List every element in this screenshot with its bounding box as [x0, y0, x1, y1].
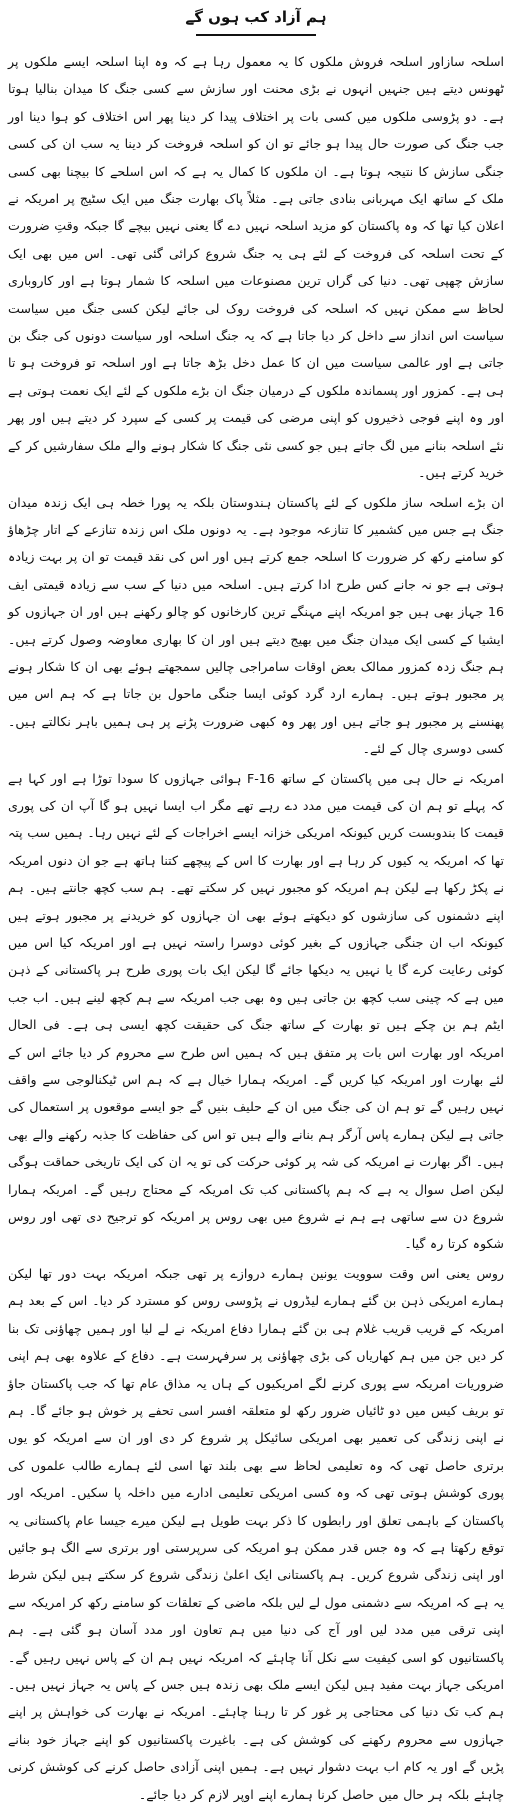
paragraph-3: امریکہ نے حال ہی میں پاکستان کے ساتھ F-16 ہوائی جہازوں کا سودا توڑا ہے اور کہا ہے کہ پہلے تو ہم ان کی قیمت میں مدد دے رہے تھے مگر اب ایسا نہیں ہو گا آپ ان کی پوری قیمت کا بندوبست کریں کیونکہ امریکی خزانہ ایسے اخراجات کے لئے نہیں رہا۔ ہمیں سب پتہ تھا کہ امریکہ یہ کیوں کر رہا ہے اور بھارت کا اس کے پیچھے کتنا ہاتھ ہے جو ان دنوں امریکہ نے پکڑ رکھا ہے لیکن ہم امریکہ کو مجبور نہیں کر سکتے تھے۔ ہم سب کچھ جانتے ہیں۔ ہم اپنے دشمنوں کی سازشوں کو دیکھتے ہوئے بھی ان جہازوں کو خریدنے پر مجبور ہوتے ہیں کیونکہ اب ان جنگی جہازوں کے بغیر کوئی دوسرا راستہ نہیں ہے اور امریکہ کیا اس میں کوئی رعایت کرے گا یا نہیں یہ دیکھا جائے گا لیکن ایک بات پوری طرح ہر پاکستانی کے ذہن میں ہے کہ چینی سب کچھ بن جاتی ہیں وہ بھی جب امریکہ سے ہم کچھ لینے ہیں۔ اب جب ایٹم ہم بن چکے ہیں تو بھارت کے ساتھ جنگ کی حقیقت کچھ ایسی ہی ہے۔ فی الحال امریکہ اور بھارت اس بات پر متفق ہیں کہ ہمیں اس طرح سے محروم کر دیا جائے اس کے لئے بھارت اور امریکہ کیا کریں گے۔ امریکہ ہمارا خیال ہے کہ ہم اس ٹیکنالوجی سے واقف نہیں رہیں گے تو ہم ان کی جنگ میں ان کے حلیف بنیں گے جو ایسے موقعوں پر استعمال کی جاتی ہے لیکن ہمارے پاس آرگر ہم بنانے والے ہیں تو اس کی حفاظت کا جذبہ رکھنے والے بھی ہیں۔ اگر بھارت نے امریکہ کی شہ پر کوئی حرکت کی تو یہ ان کی ایک تاریخی حماقت ہوگی لیکن اصل سوال یہ ہے کہ ہم پاکستانی کب تک امریکہ کے محتاج رہیں گے۔ امریکہ ہمارا شروع دن سے ساتھی ہے ہم نے شروع میں بھی روس پر امریکہ کو ترجیح دی تھی اور روس شکوہ کرتا رہ گیا۔ — [8, 770, 504, 1252]
paragraph-2: ان بڑے اسلحہ ساز ملکوں کے لئے پاکستان ہندوستان بلکہ یہ پورا خطہ ہی ایک زندہ میدان جنگ ہے جس میں کشمیر کا تنازعہ موجود ہے۔ یہ دونوں ملک اس زندہ تنازعے کے اتار چڑھاؤ کو سامنے رکھ کر ضرورت کا اسلحہ جمع کرتے ہیں اور اس کی نقد قیمت تو ان پر بہت زیادہ ہوتی ہے جو نہ جانے کس طرح ادا کرتے ہیں۔ اسلحہ میں دنیا کے سب سے زیادہ قیمتی ایف 16 جہاز بھی ہیں جو امریکہ اپنے مہنگے ترین کارخانوں کو چالو رکھنے ہیں اور ان جہازوں کو ایشیا کے کسی ایک میدان جنگ میں بھیج دیتے ہیں اور ان کا بھاری معاوضہ وصول کرتے ہیں۔ ہم جنگ زدہ کمزور ممالک بعض اوقات سامراجی چالیں سمجھتے ہوئے بھی ان کا شکار ہونے پر مجبور ہوتے ہیں۔ ہمارے ارد گرد کوئی ایسا جنگی ماحول بن جاتا ہے کہ ہم اس میں پھنسنے پر مجبور ہو جاتے ہیں اور پھر وہ کبھی ضرورت پڑنے پر ہی ہمیں باہر نکالتے ہیں۔ کسی دوسری چال کے لئے۔ — [8, 494, 504, 757]
article-title: ہم آزاد کب ہوں گے — [185, 8, 327, 26]
title-underline — [196, 34, 316, 36]
paragraph-4: روس یعنی اس وقت سوویت یونین ہمارے دروازے پر تھی جبکہ امریکہ بہت دور تھا لیکن ہمارے امریکی ذہن بن گئے ہمارے لیڈروں نے پڑوسی روس کو مسترد کر دیا۔ اس کے بعد ہم امریکہ کے قریب قریب غلام ہی بن گئے ہمارا دفاع امریکہ نے لے لیا اور ہمیں چھاؤنی تک بنا کر دیں جن میں ہم کھاریاں کی بڑی چھاؤنی پر سرفہرست ہے۔ دفاع کے علاوہ بھی ہم اپنی ضروریات امریکہ سے پوری کرنے لگے امریکیوں کے ہاں یہ مذاق عام تھا کہ جب پاکستان جاؤ تو بریف کیس میں دو ٹائیاں ضرور رکھ لو متعلقہ افسر اسی تحفے پر خوش ہو جائے گا۔ ہم نے اپنی زندگی کی تعمیر بھی امریکی سائیکل پر شروع کر دی اور ان سے امریکہ کو یوں برتری حاصل تھی کہ وہ تعلیمی لحاظ سے بھی بلند تھا اسی لئے ہمارے طالب علموں کی پوری کوشش ہوتی تھی کہ وہ کسی امریکی تعلیمی ادارے میں داخلہ پا سکیں۔ امریکہ اور پاکستان کے باہمی تعلق اور رابطوں کا ذکر بہت طویل ہے لیکن میرے جیسا عام پاکستانی یہ توقع رکھتا ہے کہ وہ جس قدر ممکن ہو امریکہ کی سرپرستی اور برتری سے الگ ہو جائیں اور اپنی زندگی شروع کریں۔ ہم پاکستانی ایک اعلیٰ زندگی شروع کر سکتے ہیں لیکن شرط یہ ہے کہ امریکہ سے دشمنی مول لے لیں بلکہ ماضی کے تعلقات کو سامنے رکھ کر امریکہ سے اپنی ترقی میں مدد لیں اور آج کی دنیا میں ہم تعاون اور مدد آسان ہو گئی ہے۔ ہم پاکستانیوں کو اسی کیفیت سے نکل آنا چاہئے کہ امریکہ نہیں ہم ان کے پاس نہیں رہیں گے۔ امریکی جہاز بہت مفید ہیں لیکن ایسے ملک بھی زندہ ہیں جس کے پاس یہ جہاز نہیں ہیں۔ ہم کب تک دنیا کی محتاجی پر غور کر تا رہنا چاہئے۔ امریکہ نے بھارت کی خواہش پر اپنے جہازوں سے محروم رکھنے کی کوشش کی ہے۔ باغیرت پاکستانیوں کو اپنے جہاز خود بنانے پڑیں گے اور یہ کام اب بہت دشوار نہیں ہے۔ ہمیں اپنی آزادی حاصل کرنے کی کوشش کرنی چاہئے بلکہ ہر حال میں حاصل کرنا ہمارے اپنے اوپر لازم کر دیا جائے۔ — [8, 1265, 504, 1802]
paragraph-1: اسلحہ سازاور اسلحہ فروش ملکوں کا یہ معمول رہا ہے کہ وہ اپنا اسلحہ ایسے ملکوں پر ٹھونس دیتے ہیں جنہیں انہوں نے بڑی محنت اور سازش سے کسی جنگ کا میدان بنالیا ہوتا ہے۔ دو پڑوسی ملکوں میں کسی بات پر اختلاف پیدا کر دینا پھر اس اختلاف کو ہوا دینا اور جب جنگ کی صورت حال پیدا ہو جائے تو ان کو اسلحہ فروخت کر دینا یہ سب ان کی کسی جنگی سازش کا نتیجہ ہوتا ہے۔ ان ملکوں کا کمال یہ ہے کہ اس اسلحے کا بیچنا بھی کسی ملک کے ساتھ ایک مہربانی بنادی جاتی ہے۔ مثلاً پاک بھارت جنگ میں ایک سٹیج پر امریکہ نے اعلان کیا تھا کہ وہ پاکستان کو مزید اسلحہ نہیں دے گا یعنی نہیں بیچے گا جبکہ وقتِ ضرورت کے تحت اسلحہ کی فروخت کے لئے ہی یہ جنگ شروع کرائی گئی تھی۔ اس میں بھی ایک سازش چھپی تھی۔ دنیا کی گراں ترین مصنوعات میں اسلحہ کا شمار ہوتا ہے اور کاروباری لحاظ سے ممکن نہیں کہ اسلحہ کی فروخت روک لی جائے لیکن کسی جنگ میں سیاست سیاست اس انداز سے داخل کر دیا جاتا ہے کہ یہ جنگ اسلحہ اور سیاست دونوں کی جنگ بن جاتی ہے اور عالمی سیاست میں ان کا عمل دخل بڑھ جاتا ہے اور اسلحہ تو فروخت ہو تا ہی ہے۔ کمزور اور پسماندہ ملکوں کے درمیان جنگ ان بڑے ملکوں کے لئے ایک نعمت ہوتی ہے اور وہ اپنے فوجی ذخیروں کو اپنی مرضی کی قیمت پر کسی کے سپرد کر دیتے ہیں اور پھر نئے اسلحہ بنانے میں لگ جاتے ہیں جو کسی نئی جنگ کا شکار ہونے والے ملک سفارشیں کر کے خرید کرتے ہیں۔ — [8, 54, 504, 481]
article-body — [8, 48, 504, 1808]
